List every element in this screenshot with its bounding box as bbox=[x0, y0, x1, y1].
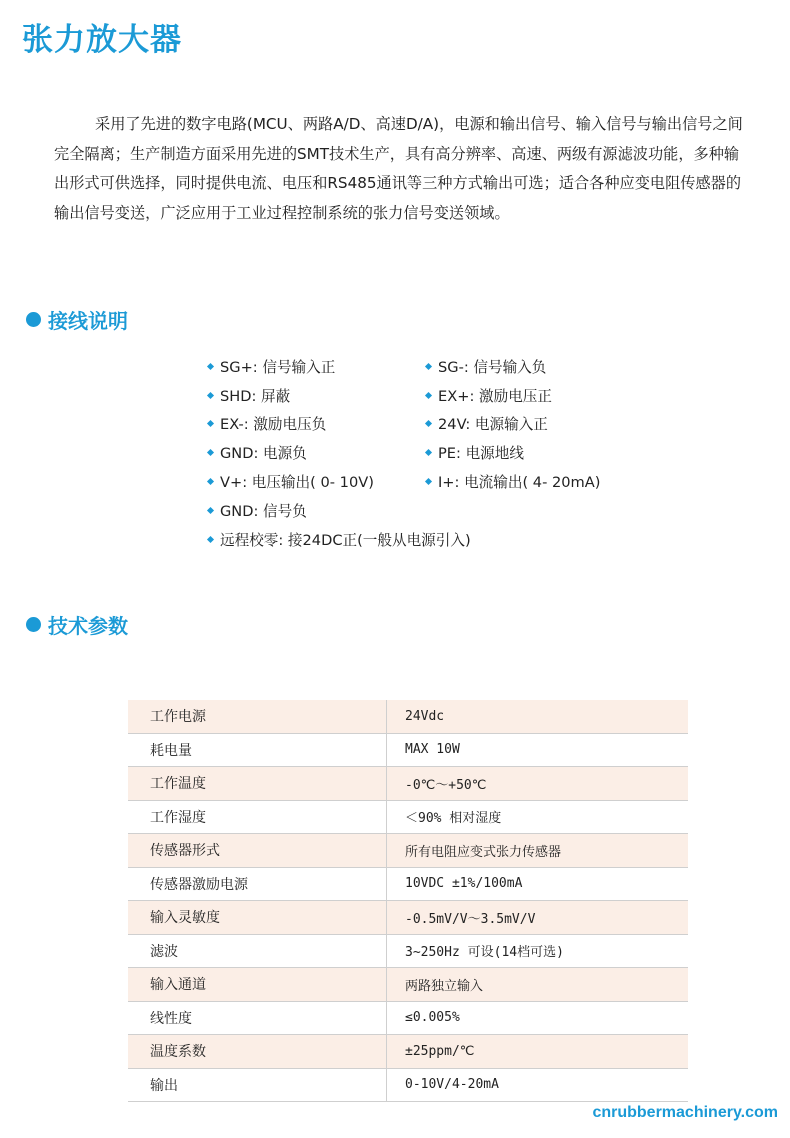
wiring-item: I+: 电流输出( 4- 20mA) bbox=[424, 471, 600, 492]
table-row bbox=[128, 901, 688, 935]
specs-table bbox=[128, 700, 688, 1102]
table-row bbox=[128, 968, 688, 1002]
spec-value: 10VDC ±1%/100mA bbox=[387, 867, 689, 901]
wiring-item: GND: 电源负 bbox=[206, 442, 424, 463]
spec-value: 0-10V/4-20mA bbox=[387, 1068, 689, 1102]
diamond-bullet-icon bbox=[425, 363, 432, 370]
diamond-bullet-icon bbox=[207, 363, 214, 370]
table-row bbox=[128, 867, 688, 901]
spec-key: 输出 bbox=[128, 1068, 387, 1102]
table-row bbox=[128, 1035, 688, 1069]
diamond-bullet-icon bbox=[207, 420, 214, 427]
spec-value: 3~250Hz 可设(14档可选) bbox=[387, 934, 689, 968]
wiring-item: EX+: 激励电压正 bbox=[424, 385, 552, 406]
bullet-circle-icon bbox=[26, 312, 41, 327]
table-row bbox=[128, 700, 688, 733]
page-title: 张力放大器 bbox=[22, 22, 182, 58]
spec-key: 工作湿度 bbox=[128, 800, 387, 834]
table-row bbox=[128, 1001, 688, 1035]
wiring-row bbox=[206, 525, 676, 554]
diamond-bullet-icon bbox=[425, 478, 432, 485]
wiring-list bbox=[206, 352, 676, 554]
spec-key: 输入灵敏度 bbox=[128, 901, 387, 935]
table-row bbox=[128, 934, 688, 968]
table-row bbox=[128, 800, 688, 834]
section-heading-wiring bbox=[26, 305, 128, 334]
spec-value: ±25ppm/℃ bbox=[387, 1035, 689, 1069]
diamond-bullet-icon bbox=[207, 507, 214, 514]
spec-key: 工作电源 bbox=[128, 700, 387, 733]
spec-key: 温度系数 bbox=[128, 1035, 387, 1069]
table-row bbox=[128, 733, 688, 767]
section-title: 技术参数 bbox=[48, 614, 128, 638]
wiring-item: GND: 信号负 bbox=[206, 500, 424, 521]
wiring-row bbox=[206, 410, 676, 439]
spec-value: 所有电阻应变式张力传感器 bbox=[387, 834, 689, 868]
table-row bbox=[128, 1068, 688, 1102]
bullet-circle-icon bbox=[26, 617, 41, 632]
wiring-row bbox=[206, 467, 676, 496]
spec-value: ＜90% 相对湿度 bbox=[387, 800, 689, 834]
diamond-bullet-icon bbox=[207, 536, 214, 543]
spec-key: 线性度 bbox=[128, 1001, 387, 1035]
wiring-item: V+: 电压输出( 0- 10V) bbox=[206, 471, 424, 492]
spec-key: 传感器激励电源 bbox=[128, 867, 387, 901]
spec-value: 24Vdc bbox=[387, 700, 689, 733]
diamond-bullet-icon bbox=[207, 478, 214, 485]
intro-text: 采用了先进的数字电路(MCU、两路A/D、高速D/A)，电源和输出信号、输入信号与输出信号之间完全隔离；生产制造方面采用先进的SMT技术生产，具有高分辨率、高速、两级有源滤波功能，多种输出形式可供选择，同时提供电流、电压和RS485通讯等三种方式输出可选；适合各种应变电阻传感器的输出信号变送，广泛应用于工业过程控制系统的张力信号变送领域。 bbox=[54, 115, 743, 222]
table-row bbox=[128, 834, 688, 868]
diamond-bullet-icon bbox=[425, 392, 432, 399]
diamond-bullet-icon bbox=[425, 449, 432, 456]
section-heading-specs bbox=[26, 610, 128, 639]
wiring-row bbox=[206, 352, 676, 381]
spec-key: 耗电量 bbox=[128, 733, 387, 767]
diamond-bullet-icon bbox=[207, 392, 214, 399]
wiring-item: SG-: 信号输入负 bbox=[424, 356, 546, 377]
wiring-item: PE: 电源地线 bbox=[424, 442, 524, 463]
spec-value: MAX 10W bbox=[387, 733, 689, 767]
table-row bbox=[128, 767, 688, 801]
spec-key: 工作温度 bbox=[128, 767, 387, 801]
wiring-row bbox=[206, 438, 676, 467]
diamond-bullet-icon bbox=[207, 449, 214, 456]
diamond-bullet-icon bbox=[425, 420, 432, 427]
spec-key: 传感器形式 bbox=[128, 834, 387, 868]
wiring-item: 远程校零: 接24DC正(一般从电源引入) bbox=[206, 529, 471, 550]
section-title: 接线说明 bbox=[48, 309, 128, 333]
spec-key: 输入通道 bbox=[128, 968, 387, 1002]
spec-key: 滤波 bbox=[128, 934, 387, 968]
wiring-item: SG+: 信号输入正 bbox=[206, 356, 424, 377]
spec-value: ≤0.005% bbox=[387, 1001, 689, 1035]
wiring-row bbox=[206, 381, 676, 410]
spec-value: -0℃～+50℃ bbox=[387, 767, 689, 801]
spec-value: 两路独立输入 bbox=[387, 968, 689, 1002]
wiring-item: SHD: 屏蔽 bbox=[206, 385, 424, 406]
wiring-item: EX-: 激励电压负 bbox=[206, 413, 424, 434]
intro-paragraph bbox=[54, 110, 744, 228]
watermark: cnrubbermachinery.com bbox=[592, 1104, 778, 1121]
wiring-row bbox=[206, 496, 676, 525]
spec-value: -0.5mV/V～3.5mV/V bbox=[387, 901, 689, 935]
wiring-item: 24V: 电源输入正 bbox=[424, 413, 548, 434]
